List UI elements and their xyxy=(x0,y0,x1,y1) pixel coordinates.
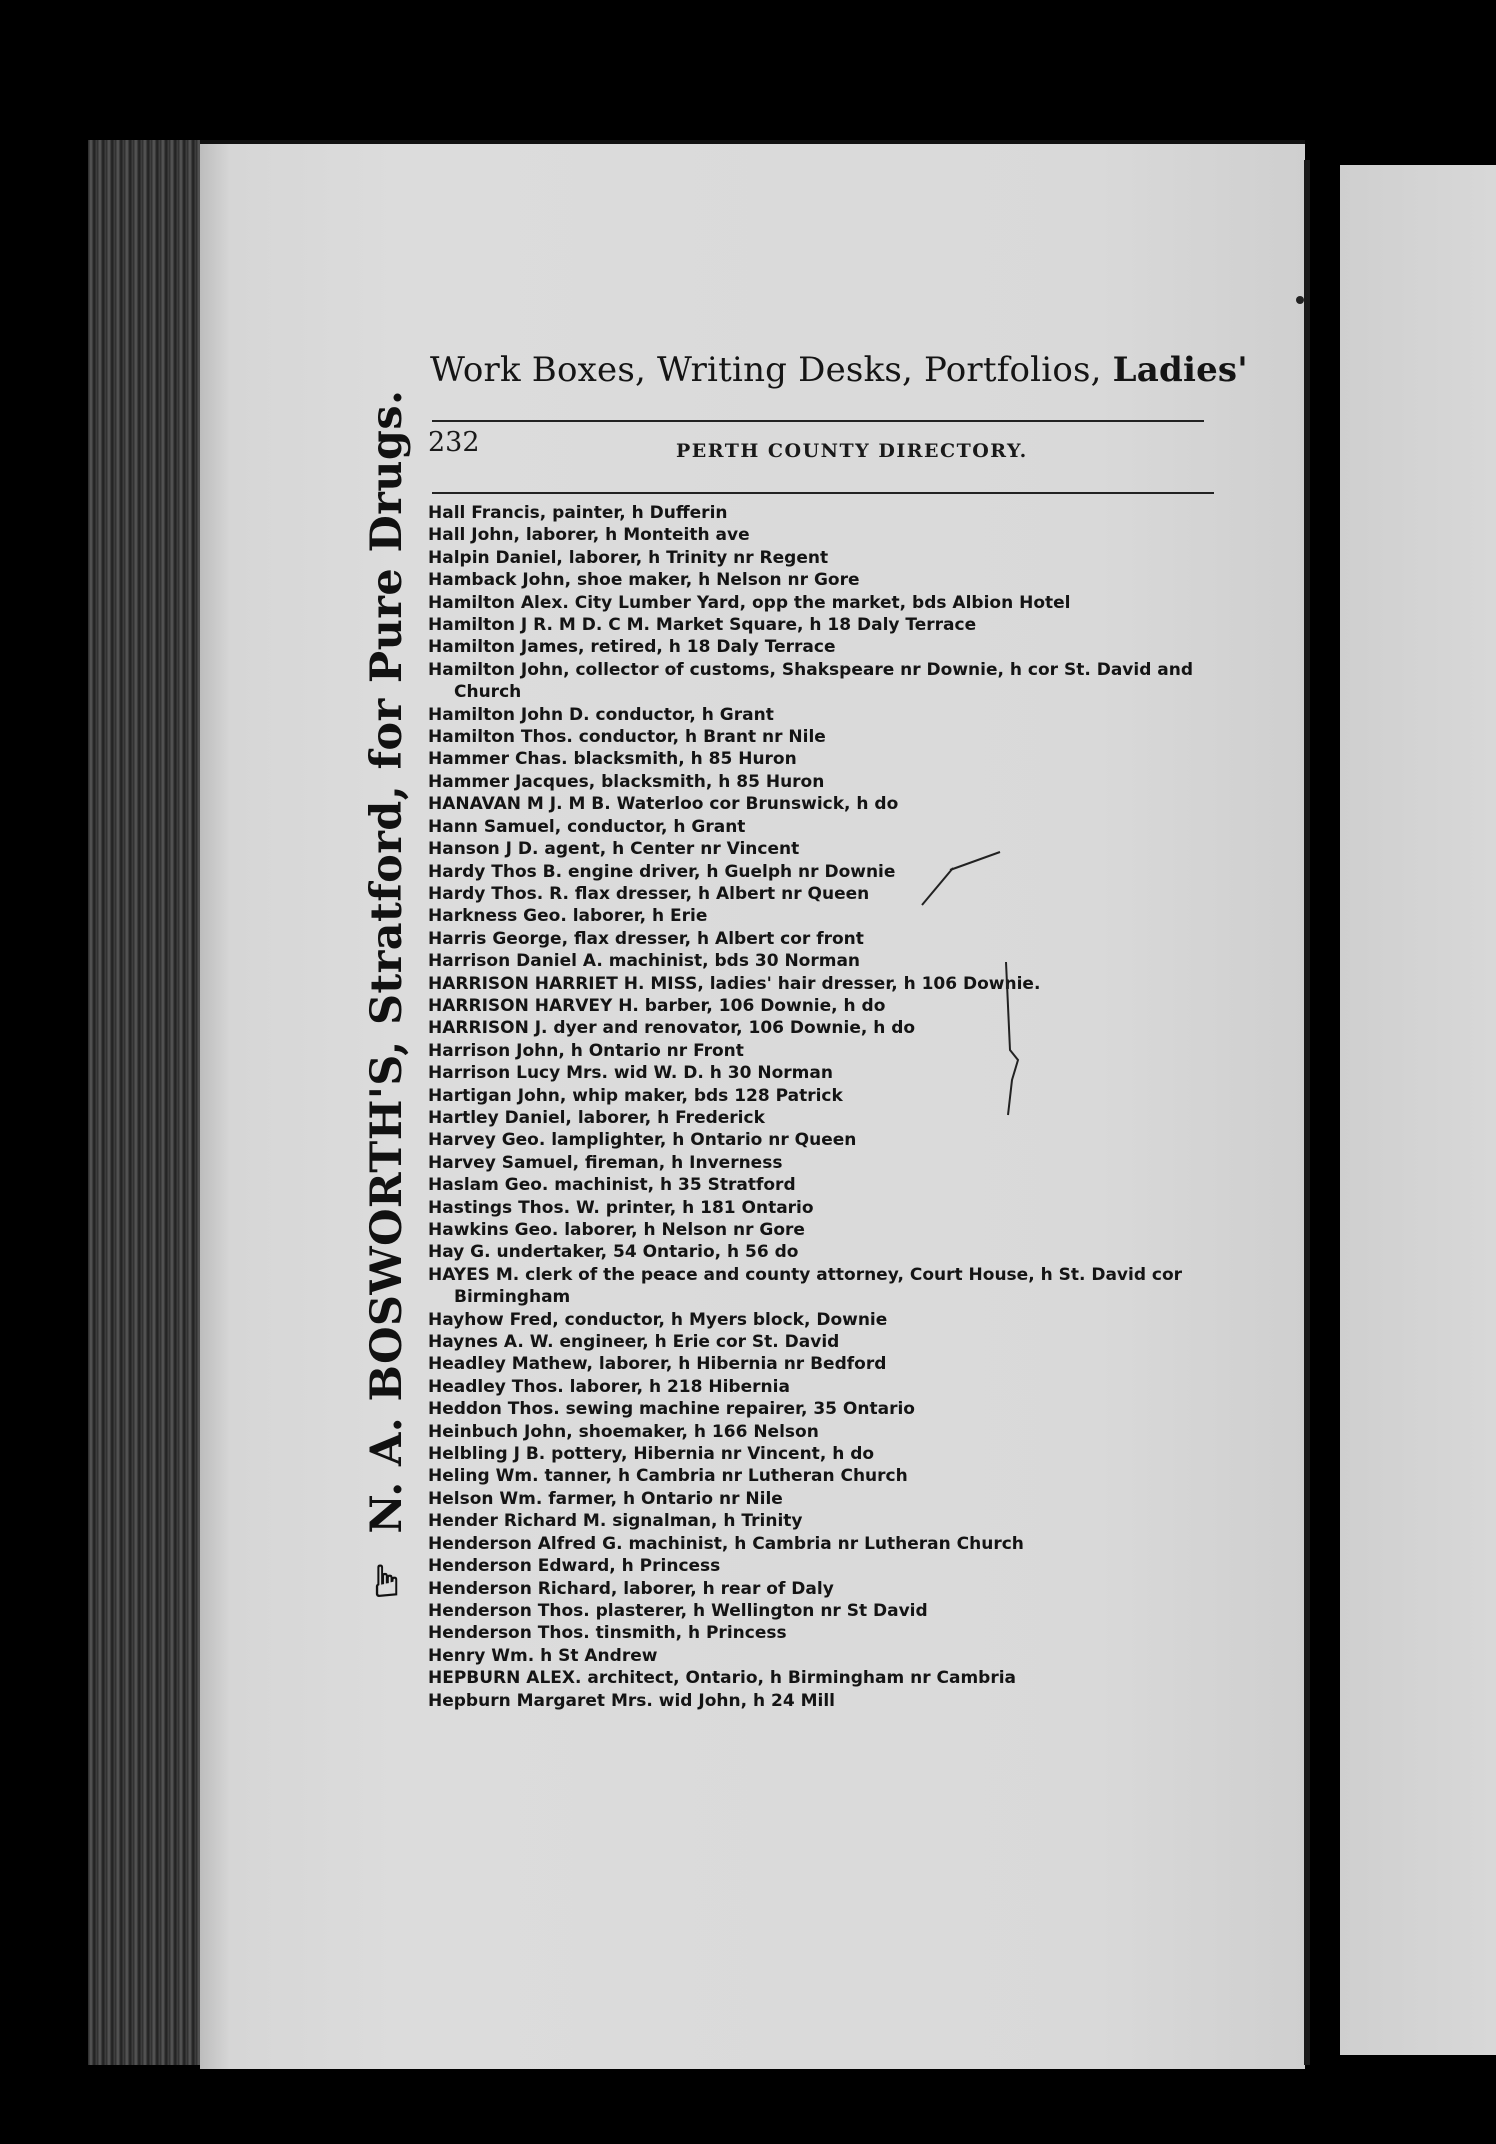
side-ad-text: N. A. BOSWORTH'S, Stratford, for Pure Drugs. xyxy=(362,389,412,1534)
directory-entry: Halpin Daniel, laborer, h Trinity nr Regent xyxy=(428,547,829,568)
header-ad-emphasis: Ladies' xyxy=(1112,350,1248,390)
directory-entry: HARRISON HARVEY H. barber, 106 Downie, h do xyxy=(428,995,886,1016)
directory-entry: Hamback John, shoe maker, h Nelson nr Gore xyxy=(428,570,860,591)
directory-entry: Headley Thos. laborer, h 218 Hibernia xyxy=(428,1376,790,1397)
directory-entry: Helbling J B. pottery, Hibernia nr Vincent, h do xyxy=(428,1444,875,1465)
directory-entry: Hamilton James, retired, h 18 Daly Terrace xyxy=(428,637,836,658)
directory-entry: Henderson Alfred G. machinist, h Cambria nr Lutheran Church xyxy=(428,1533,1024,1554)
page-number: 232 xyxy=(428,427,480,458)
directory-entry: Hepburn Margaret Mrs. wid John, h 24 Mill xyxy=(428,1690,835,1711)
directory-entry: Hamilton John, collector of customs, Shakspeare nr Downie, h cor St. David and Church xyxy=(428,659,1194,703)
directory-entry: HEPBURN ALEX. architect, Ontario, h Birmingham nr Cambria xyxy=(428,1668,1017,1689)
header-rule xyxy=(432,420,1204,422)
directory-entry: Hamilton John D. conductor, h Grant xyxy=(428,704,774,725)
directory-entry: HARRISON HARRIET H. MISS, ladies' hair dresser, h 106 Downie. xyxy=(428,973,1041,994)
directory-entry: HAYES M. clerk of the peace and county attorney, Court House, h St. David cor Birmingham xyxy=(428,1264,1183,1308)
directory-entry: Headley Mathew, laborer, h Hibernia nr Bedford xyxy=(428,1354,887,1375)
facing-page-edge xyxy=(1340,165,1496,2055)
header-ad-text: Work Boxes, Writing Desks, Portfolios, xyxy=(430,350,1102,390)
directory-entry: Henry Wm. h St Andrew xyxy=(428,1645,658,1666)
directory-entry: Hammer Jacques, blacksmith, h 85 Huron xyxy=(428,771,825,792)
directory-entry: Harvey Geo. lamplighter, h Ontario nr Queen xyxy=(428,1130,857,1151)
header-advertisement xyxy=(430,350,1248,390)
side-advertisement xyxy=(362,389,412,1600)
directory-entry: Harkness Geo. laborer, h Erie xyxy=(428,906,708,927)
book-page-edges xyxy=(88,140,208,2065)
directory-entry: Heling Wm. tanner, h Cambria nr Lutheran Church xyxy=(428,1466,908,1487)
directory-entry: Heinbuch John, shoemaker, h 166 Nelson xyxy=(428,1421,819,1442)
directory-entry: Hender Richard M. signalman, h Trinity xyxy=(428,1511,803,1532)
directory-entry: Hanson J D. agent, h Center nr Vincent xyxy=(428,839,800,860)
pointing-hand-icon: ☞ xyxy=(362,1561,412,1600)
directory-entry: Heddon Thos. sewing machine repairer, 35 Ontario xyxy=(428,1399,915,1420)
directory-entry: Henderson Thos. plasterer, h Wellington nr St David xyxy=(428,1600,928,1621)
directory-entry: Hartley Daniel, laborer, h Frederick xyxy=(428,1107,765,1128)
directory-entry: Hall Francis, painter, h Dufferin xyxy=(428,503,728,523)
directory-entries xyxy=(428,502,1258,1712)
directory-entry: Hamilton Alex. City Lumber Yard, opp the market, bds Albion Hotel xyxy=(428,592,1071,613)
directory-entry: Henderson Thos. tinsmith, h Princess xyxy=(428,1623,787,1644)
directory-entry: Hastings Thos. W. printer, h 181 Ontario xyxy=(428,1197,814,1218)
directory-entry: Harrison Lucy Mrs. wid W. D. h 30 Norman xyxy=(428,1063,833,1084)
directory-entry: Hawkins Geo. laborer, h Nelson nr Gore xyxy=(428,1220,805,1240)
directory-entry: Haslam Geo. machinist, h 35 Stratford xyxy=(428,1175,796,1196)
directory-entry: Harvey Samuel, fireman, h Inverness xyxy=(428,1152,783,1173)
directory-entry: Helson Wm. farmer, h Ontario nr Nile xyxy=(428,1488,783,1509)
directory-entry: Hartigan John, whip maker, bds 128 Patrick xyxy=(428,1085,843,1106)
directory-entry: Hardy Thos. R. flax dresser, h Albert nr Queen xyxy=(428,883,870,904)
directory-entry: Hammer Chas. blacksmith, h 85 Huron xyxy=(428,749,797,770)
directory-entry: Harrison John, h Ontario nr Front xyxy=(428,1040,744,1061)
directory-entry: Harris George, flax dresser, h Albert cor front xyxy=(428,928,864,949)
running-title: PERTH COUNTY DIRECTORY. xyxy=(676,440,1028,462)
directory-entry: Henderson Edward, h Princess xyxy=(428,1556,721,1577)
directory-entry: Henderson Richard, laborer, h rear of Daly xyxy=(428,1578,834,1599)
directory-entry: Hann Samuel, conductor, h Grant xyxy=(428,816,746,837)
directory-entry: Hamilton J R. M D. C M. Market Square, h 18 Daly Terrace xyxy=(428,615,977,636)
title-rule xyxy=(432,492,1214,494)
directory-entry: Hall John, laborer, h Monteith ave xyxy=(428,525,750,546)
directory-entry: Hayhow Fred, conductor, h Myers block, Downie xyxy=(428,1309,888,1330)
directory-entry: HARRISON J. dyer and renovator, 106 Downie, h do xyxy=(428,1018,916,1039)
directory-entry: Haynes A. W. engineer, h Erie cor St. David xyxy=(428,1332,840,1353)
directory-entry: Hardy Thos B. engine driver, h Guelph nr Downie xyxy=(428,861,896,882)
page-gutter xyxy=(1304,160,1310,2065)
directory-entry: HANAVAN M J. M B. Waterloo cor Brunswick, h do xyxy=(428,794,899,815)
directory-entry: Harrison Daniel A. machinist, bds 30 Norman xyxy=(428,951,861,972)
directory-entry: Hamilton Thos. conductor, h Brant nr Nile xyxy=(428,727,826,748)
directory-entry: Hay G. undertaker, 54 Ontario, h 56 do xyxy=(428,1242,799,1263)
